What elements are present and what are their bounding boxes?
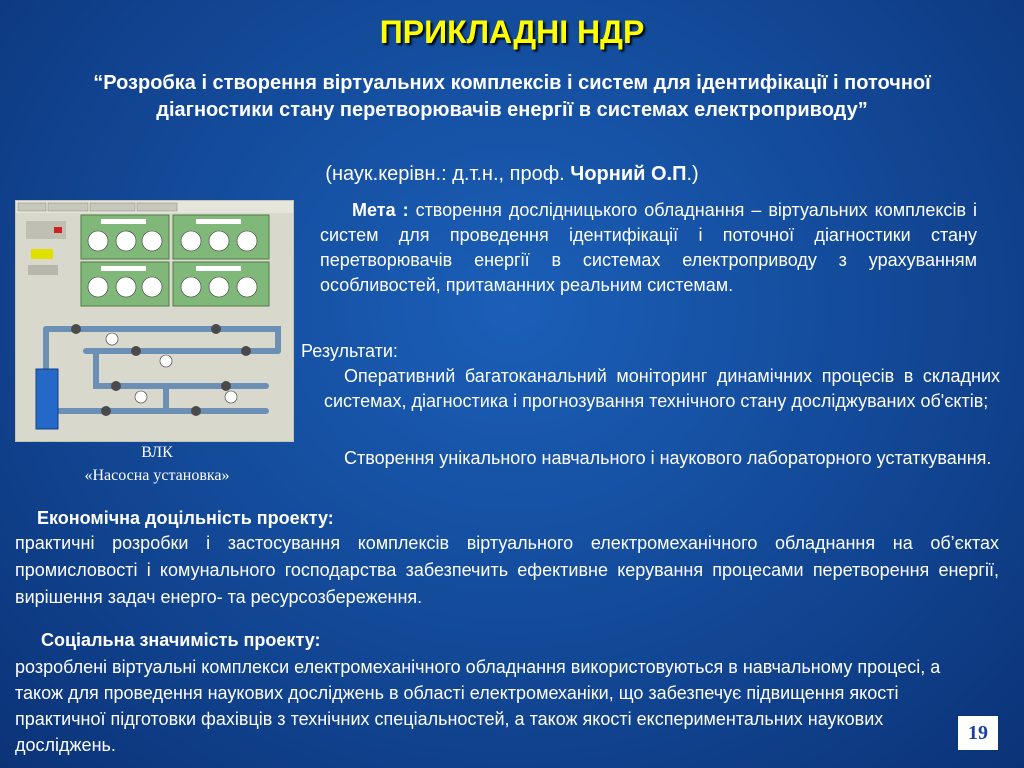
goal-text: створення дослідницького обладнання – віртуальних комплексів і систем для проведення ідентифікації і поточної діагностики стану перетворювачів енергії в системах електроприводу з урахуванням особливостей, притаманних реальним системам.: [320, 200, 977, 295]
result-item: Створення унікального навчального і наукового лабораторного устаткування.: [344, 448, 992, 468]
goal-paragraph: [320, 198, 977, 298]
supervisor-suffix: .): [686, 163, 699, 185]
image-caption: [15, 441, 299, 487]
pump-scheme-image: [16, 201, 293, 441]
project-title: “Розробка і створення віртуальних комплексів і систем для ідентифікації і поточної діагностики стану перетворювачів енергії в системах електроприводу”: [93, 72, 931, 121]
slide-title: ПРИКЛАДНІ НДР: [379, 14, 645, 50]
social-text: розроблені віртуальні комплекси електромеханічного обладнання використовуються в навчальному процесі, а також для проведення наукових досліджень в області електромеханіки, що забезпечує підвищення якості практичної підготовки фахівців з технічних спеціальностей, а також якості експериментальних наукових досліджень.: [15, 657, 941, 755]
economic-text: практичні розробки і застосування комплексів віртуального електромеханічного обладнання на об’єктах промисловості і комунального господарства забезпечить ефективне керування процесами перетворення енергії, вирішення задач енерго- та ресурсозбереження.: [15, 533, 999, 607]
results-label: Результати:: [301, 341, 398, 361]
result-item: Оперативний багатоканальний моніторинг динамічних процесів в складних системах, діагностика і прогнозування технічного стану досліджуваних об'єктів;: [324, 366, 1000, 411]
goal-label: Мета :: [352, 200, 409, 220]
page-number: 19: [957, 715, 999, 751]
supervisor-name: Чорний О.П: [570, 163, 687, 185]
caption-line-1: ВЛК: [141, 444, 173, 461]
supervisor-prefix: (наук.керівн.: д.т.н., проф.: [325, 163, 571, 185]
caption-line-2: «Насосна установка»: [84, 467, 230, 484]
supervisor-line: [60, 162, 964, 186]
economic-heading: Економічна доцільність проекту:: [37, 508, 334, 528]
pump-installation-screenshot: [15, 200, 294, 442]
social-heading: Соціальна значимість проекту:: [41, 630, 321, 650]
